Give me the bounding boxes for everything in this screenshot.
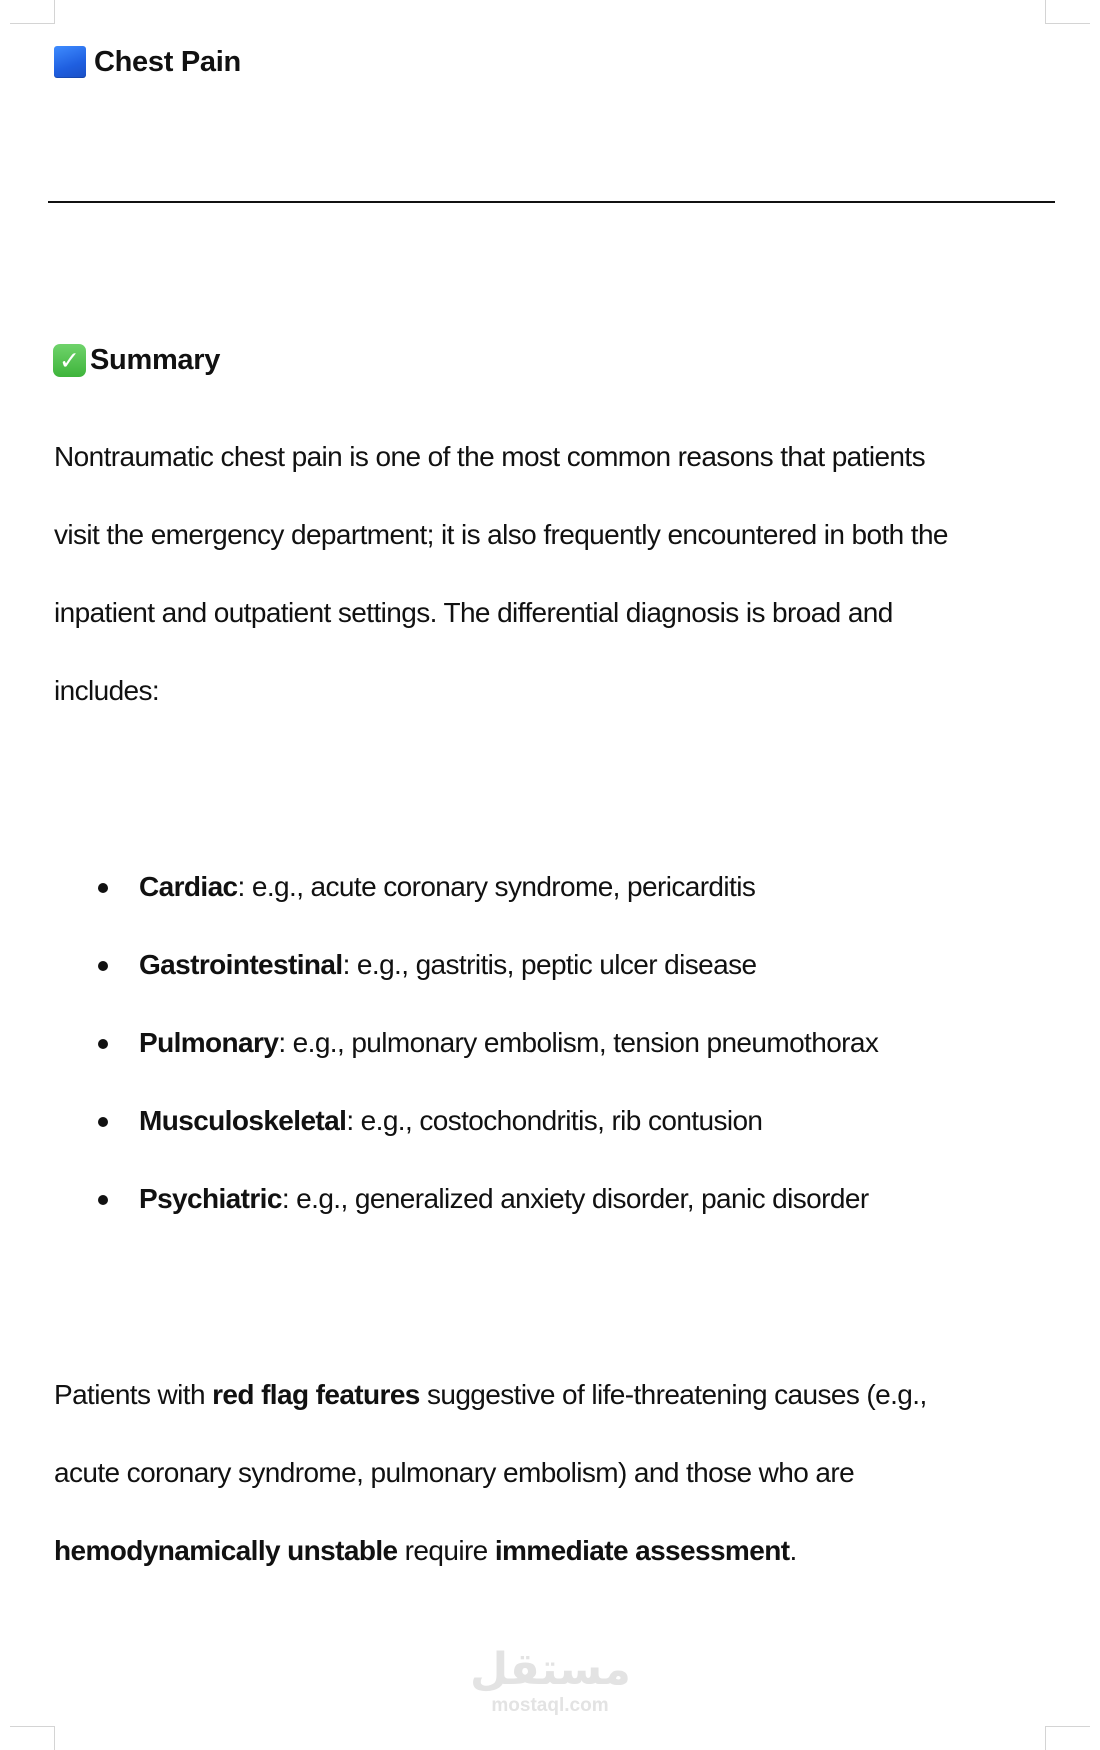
list-item-gastrointestinal [0, 926, 1100, 1004]
category-examples: : e.g., generalized anxiety disorder, panic disorder [281, 1183, 869, 1214]
category-label: Psychiatric [139, 1183, 282, 1214]
paragraph-line: includes: [54, 675, 160, 706]
bullet-icon [98, 961, 108, 971]
list-item-pulmonary [0, 1004, 1100, 1082]
crop-mark [1045, 0, 1046, 24]
text-run: suggestive of life-threatening causes (e.g., [419, 1379, 927, 1410]
intro-paragraph [54, 418, 1064, 730]
bullet-icon [98, 1039, 108, 1049]
list-item-cardiac [0, 848, 1100, 926]
paragraph-line: inpatient and outpatient settings. The differential diagnosis is broad and [54, 597, 893, 628]
bullet-icon [98, 883, 108, 893]
paragraph-line: Nontraumatic chest pain is one of the most common reasons that patients [54, 441, 925, 472]
document-title [54, 42, 241, 82]
bullet-icon [98, 1195, 108, 1205]
horizontal-rule [48, 201, 1055, 203]
category-label: Cardiac [139, 871, 238, 902]
list-item-psychiatric [0, 1160, 1100, 1238]
emphasis-red-flag: red flag features [212, 1379, 420, 1410]
text-run: Patients with [54, 1379, 213, 1410]
list-item-musculoskeletal [0, 1082, 1100, 1160]
paragraph-line: acute coronary syndrome, pulmonary embolism) and those who are [54, 1457, 855, 1488]
category-examples: : e.g., acute coronary syndrome, pericarditis [237, 871, 756, 902]
category-examples: : e.g., pulmonary embolism, tension pneumothorax [278, 1027, 879, 1058]
differential-list [0, 848, 1100, 1238]
check-mark-button-icon: ✓ [53, 344, 86, 377]
title-text: Chest Pain [94, 45, 241, 78]
summary-heading [53, 340, 220, 380]
crop-mark [10, 23, 54, 24]
watermark-logo [470, 1645, 630, 1717]
category-label: Musculoskeletal [139, 1105, 347, 1136]
paragraph-line: visit the emergency department; it is also frequently encountered in both the [54, 519, 948, 550]
blue-square-icon [54, 46, 86, 78]
crop-mark [54, 0, 55, 24]
crop-mark [1045, 1726, 1046, 1750]
crop-mark [1046, 1726, 1090, 1727]
crop-mark [10, 1726, 54, 1727]
category-examples: : e.g., gastritis, peptic ulcer disease [342, 949, 757, 980]
text-run: . [789, 1535, 797, 1566]
text-run: require [397, 1535, 495, 1566]
crop-mark [1046, 23, 1090, 24]
emphasis-unstable: hemodynamically unstable [54, 1535, 398, 1566]
paragraph-line [54, 1356, 1064, 1434]
category-label: Gastrointestinal [139, 949, 343, 980]
watermark-domain: mostaql.com [491, 1695, 609, 1716]
crop-mark [54, 1726, 55, 1750]
emphasis-immediate: immediate assessment [494, 1535, 790, 1566]
bullet-icon [98, 1117, 108, 1127]
category-examples: : e.g., costochondritis, rib contusion [346, 1105, 763, 1136]
watermark-arabic: مستقل [470, 1644, 631, 1695]
category-label: Pulmonary [139, 1027, 279, 1058]
paragraph-line [54, 1512, 1064, 1590]
summary-title: Summary [90, 343, 221, 376]
red-flag-paragraph [54, 1356, 1064, 1590]
